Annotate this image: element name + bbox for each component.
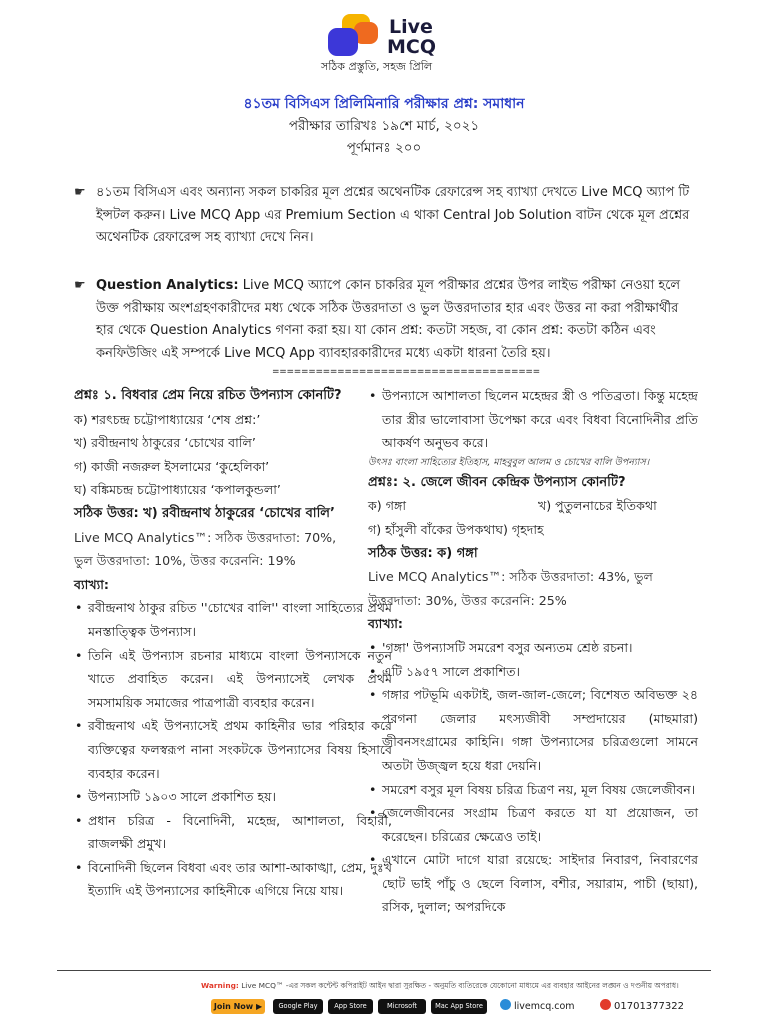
pointing-hand-icon: ☛ <box>74 185 86 200</box>
full-marks: পূর্ণমানঃ ২০০ <box>346 140 422 156</box>
exam-title: ৪১তম বিসিএস প্রিলিমিনারি পরীক্ষার প্রশ্ন: সমাধান <box>243 96 525 112</box>
phone-contact <box>600 999 684 1014</box>
q2-options-row-2 <box>368 518 698 542</box>
list-item: • গঙ্গার পটভূমি একটাই, জল-জাল-জেলে; বিশেষত অবিভক্ত ২৪ পরগনা জেলার মৎস্যজীবী সম্প্রদায়ের (মাছমারা) জীবনসংগ্রামের কাহিনি। গঙ্গা উপন্যাসের চরিত্রগুলো সামনে অতটা উজ্জ্বল হয়ে ধরা দেয়নি। <box>368 683 698 777</box>
footer-divider <box>57 970 711 971</box>
microsoft-store-badge[interactable]: Microsoft <box>378 999 426 1014</box>
logo-word-mcq: MCQ <box>387 36 437 58</box>
right-column <box>368 384 698 919</box>
logo-tagline: সঠিক প্রস্তুতি, সহজ প্রিলি <box>321 60 433 73</box>
phone-number: 01701377322 <box>614 1001 684 1012</box>
app-store-badge[interactable]: App Store <box>328 999 373 1014</box>
website-link[interactable] <box>500 999 575 1014</box>
q2-analytics-line2: উত্তরদাতা: 30%, উত্তর করেননি: 25% <box>368 592 567 608</box>
list-item: • এটি ১৯৫৭ সালে প্রকাশিত। <box>368 660 698 684</box>
q2-question: প্রশ্নঃ: ২. জেলে জীবন কেন্দ্রিক উপন্যাস কোনটি? <box>368 474 626 490</box>
notice-analytics-label: Question Analytics: <box>96 278 239 293</box>
q1-option-d: ঘ) বঙ্কিমচন্দ্র চট্টোপাধ্যায়ের ‘কপালকুন্ডলা’ <box>74 482 281 498</box>
q2-option-d: ঘ) গৃহদাহ <box>495 521 544 537</box>
q2-explanation-label: ব্যাখ্যা: <box>368 616 403 632</box>
q1-explanation-list <box>74 596 392 903</box>
q1-analytics-line2: ভুল উত্তরদাতা: 10%, উত্তর করেননি: 19% <box>74 553 296 569</box>
q2-option-c: গ) হাঁসুলী বাঁকের উপকথা <box>368 521 496 537</box>
q2-explanation-list <box>368 636 698 919</box>
list-item: • উপন্যাসে আশালতা ছিলেন মহেন্দ্রর স্ত্রী ও পতিব্রতা। কিন্তু মহেন্দ্র তার স্ত্রীর ভালোবাসা উপেক্ষা করে এবং বিধবা বিনোদিনীর প্রতি আকর্ষণ অনুভব করে। <box>368 384 698 455</box>
pointing-hand-icon: ☛ <box>74 278 86 293</box>
warning-label: Warning: <box>201 981 239 990</box>
exam-date: পরীক্ষার তারিখঃ ১৯শে মার্চ, ২০২১ <box>288 118 480 134</box>
footer-banner <box>195 979 713 1019</box>
list-item: • তিনি এই উপন্যাস রচনার মাধ্যমে বাংলা উপন্যাসকে নতুন খাতে প্রবাহিত করেন। এই উপন্যাসেই লেখক প্রথম সমসাময়িক সমাজের পাত্রপাত্রী ব্যবহার করেন। <box>74 644 392 715</box>
list-item: • জেলেজীবনের সংগ্রাম চিত্রণ করতে যা যা প্রয়োজন, তা করেছেন। চরিত্রের ক্ষেত্রেও তাই। <box>368 801 698 848</box>
q2-analytics-line1: Live MCQ Analytics™: সঠিক উত্তরদাতা: 43%, ভুল <box>368 569 653 585</box>
mac-app-store-badge[interactable]: Mac App Store <box>431 999 487 1014</box>
left-column <box>74 384 392 903</box>
list-item: • এখানে মোটা দাগে যারা রয়েছে: সাইদার নিবারণ, নিবারণের ছোট ভাই পাঁচু ও ছেলে বিলাস, বশীর, সয়ারাম, পাচী (ছায়া), রসিক, দুলাল; অপরদিকে <box>368 848 698 919</box>
google-play-badge[interactable]: Google Play <box>273 999 323 1014</box>
q1-continued-list <box>368 384 698 455</box>
q1-option-c: গ) কাজী নজরুল ইসলামের ‘কুহেলিকা’ <box>74 458 270 474</box>
list-item: • উপন্যাসটি ১৯০৩ সালে প্রকাশিত হয়। <box>74 785 392 809</box>
q1-explanation-label: ব্যাখ্যা: <box>74 576 109 592</box>
list-item: • রবীন্দ্রনাথ ঠাকুর রচিত ''চোখের বালি'' বাংলা সাহিত্যের প্রথম মনস্তাত্ত্বিক উপন্যাস। <box>74 596 392 643</box>
q2-option-b: খ) পুতুলনাচের ইতিকথা <box>538 498 657 514</box>
notice-question-analytics <box>74 275 696 366</box>
join-now-button[interactable]: Join Now ▶ <box>211 999 265 1014</box>
q1-analytics-line1: Live MCQ Analytics™: সঠিক উত্তরদাতা: 70%, <box>74 529 337 545</box>
q2-options-row-1 <box>368 494 698 518</box>
q2-option-a: ক) গঙ্গা <box>368 498 406 514</box>
separator-line: ===================================== <box>272 367 540 377</box>
list-item: • সমরেশ বসুর মূল বিষয় চরিত্র চিত্রণ নয়, মূল বিষয় জেলেজীবন। <box>368 778 698 802</box>
q1-source: উৎসঃ বাংলা সাহিত্যের ইতিহাস, মাহবুবুল আলম ও চোখের বালি উপন্যাস। <box>368 456 650 468</box>
q2-answer: সঠিক উত্তর: ক) গঙ্গা <box>368 545 478 561</box>
warning-text: Live MCQ™ -এর সকল কন্টেন্ট কপিরাইট আইন দ্বারা সুরক্ষিত - অনুমতি ব্যতিরেকে যেকোনো মাধ্যমে এর ব্যবহার আইনের লঙ্ঘন ও দণ্ডনীয় অপরাধ। <box>241 981 679 990</box>
notice-app-install <box>74 182 696 250</box>
list-item: • 'গঙ্গা' উপন্যাসটি সমরেশ বসুর অন্যতম শ্রেষ্ঠ রচনা। <box>368 636 698 660</box>
globe-icon <box>500 999 511 1010</box>
q1-option-b: খ) রবীন্দ্রনাথ ঠাকুরের ‘চোখের বালি’ <box>74 435 256 451</box>
q1-question: প্রশ্নঃ ১. বিধবার প্রেম নিয়ে রচিত উপন্যাস কোনটি? <box>74 388 342 403</box>
logo-mark-icon <box>328 14 378 58</box>
q1-option-a: ক) শরৎচন্দ্র চট্টোপাধ্যায়ের ‘শেষ প্রশ্ন:’ <box>74 411 261 427</box>
q1-answer: সঠিক উত্তর: খ) রবীন্দ্রনাথ ঠাকুরের ‘চোখের বালি’ <box>74 505 335 521</box>
phone-icon <box>600 999 611 1010</box>
notice-analytics-text: Live MCQ অ্যাপে কোন চাকরির মূল পরীক্ষার প্রশ্নের উপর লাইভ পরীক্ষা নেওয়া হলে উক্ত পরীক্ষায় অংশগ্রহণকারীদের মধ্য থেকে সঠিক উত্তরদাতা ও ভুল উত্তরদাতার হার এবং উত্তর না করা পরীক্ষার্থীর হার থেকে Question Analytics গণনা করা হয়। যা কোন প্রশ্ন: কতটা সহজ, বা কোন প্রশ্ন: কতটা কঠিন এবং কনফিউজিং এই সম্পর্কে Live MCQ App ব্যাবহারকারীদের মধ্যে একটা ধারনা তৈরি হয়। <box>96 278 681 362</box>
notice-app-install-text: ৪১তম বিসিএস এবং অন্যান্য সকল চাকরির মূল প্রশ্নের অথেনটিক রেফারেন্স সহ ব্যাখ্যা দেখতে Live MCQ অ্যাপ টি ইন্সটল করুন। Live MCQ App এর Premium Section এ থাকা Central Job Solution বাটন থেকে মূল প্রশ্নের অথেনটিক রেফারেন্স সহ ব্যাখ্যা দেখে নিন। <box>96 185 690 246</box>
list-item: • প্রধান চরিত্র - বিনোদিনী, মহেন্দ্র, আশালতা, বিহারী, রাজলক্ষী প্রমুখ। <box>74 809 392 856</box>
list-item: • বিনোদিনী ছিলেন বিধবা এবং তার আশা-আকাঙ্খা, প্রেম, দুঃখ ইত্যাদি এই উপন্যাসের কাহিনীকে এগিয়ে নিয়ে যায়। <box>74 856 392 903</box>
copyright-warning <box>201 981 679 993</box>
website-text: livemcq.com <box>514 1001 575 1012</box>
live-mcq-logo <box>321 14 465 74</box>
list-item: • রবীন্দ্রনাথ এই উপন্যাসেই প্রথম কাহিনীর ভার পরিহার করে ব্যক্তিত্বের ফলস্বরূপ নানা সংকটকে উপন্যাসের বিষয় হিসাবে ব্যবহার করেন। <box>74 714 392 785</box>
logo-word-live: Live <box>389 16 433 38</box>
